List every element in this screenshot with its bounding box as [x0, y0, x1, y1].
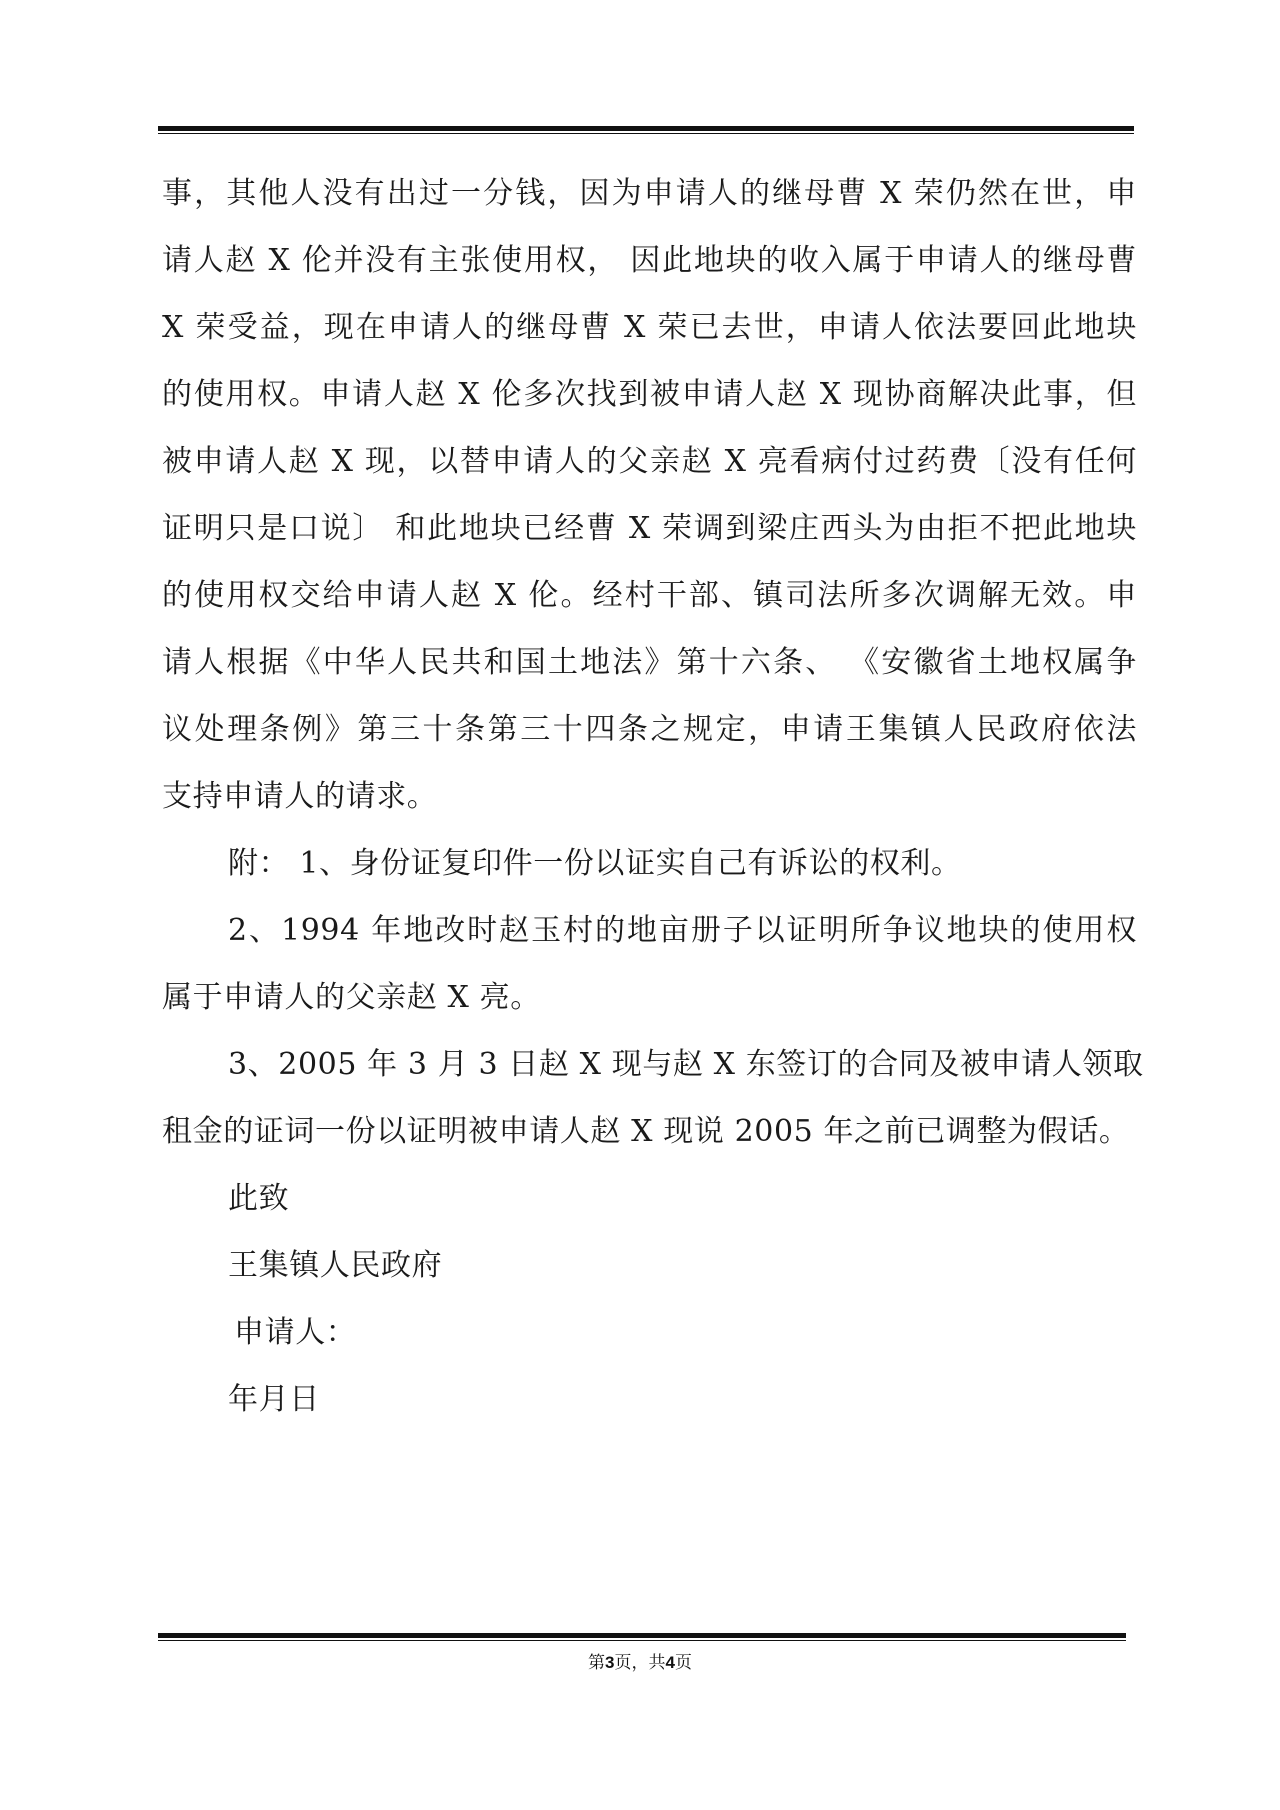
- body-line-1: 事，其他人没有出过一分钱，因为申请人的继母曹 X 荣仍然在世，申: [162, 176, 1137, 211]
- footer-suffix: 页: [674, 1653, 692, 1672]
- body-line-2: 请人赵 X 伦并没有主张使用权， 因此地块的收入属于申请人的继母曹: [162, 243, 1137, 278]
- body-line-4: 的使用权。申请人赵 X 伦多次找到被申请人赵 X 现协商解决此事，但: [162, 377, 1137, 412]
- page-footer: [0, 1648, 1280, 1673]
- document-body: [162, 160, 1144, 1433]
- attachment-3-line-2: 租金的证词一份以证明被申请人赵 X 现说 2005 年之前已调整为假话。: [162, 1114, 1130, 1149]
- applicant-label: 申请人：: [234, 1315, 357, 1350]
- current-page-number: 3: [605, 1653, 615, 1672]
- body-line-5: 被申请人赵 X 现，以替申请人的父亲赵 X 亮看病付过药费〔没有任何: [162, 444, 1137, 479]
- total-pages-number: 4: [665, 1653, 675, 1672]
- body-line-9: 议处理条例》第三十条第三十四条之规定，申请王集镇人民政府依法: [162, 712, 1137, 747]
- body-line-7: 的使用权交给申请人赵 X 伦。经村干部、镇司法所多次调解无效。申: [162, 578, 1137, 613]
- attachment-2: [162, 897, 1137, 1031]
- attachment-3-line-1: 3、2005 年 3 月 3 日赵 X 现与赵 X 东签订的合同及被申请人领取: [228, 1047, 1144, 1082]
- body-line-8: 请人根据《中华人民共和国土地法》第十六条、 《安徽省土地权属争: [162, 645, 1137, 680]
- body-line-3: X 荣受益，现在申请人的继母曹 X 荣已去世，申请人依法要回此地块: [162, 310, 1137, 345]
- recipient: 王集镇人民政府: [228, 1248, 443, 1283]
- date-label: 年月日: [228, 1382, 320, 1417]
- footer-prefix: 第: [588, 1653, 606, 1672]
- footer-middle: 页，共: [614, 1653, 666, 1672]
- attachment-2-line-2: 属于申请人的父亲赵 X 亮。: [162, 980, 541, 1015]
- body-line-10: 支持申请人的请求。: [162, 779, 438, 814]
- salutation: 此致: [228, 1181, 290, 1216]
- attachment-3: [162, 1031, 1144, 1165]
- header-rule: [158, 126, 1134, 134]
- footer-rule: [158, 1633, 1126, 1641]
- main-paragraph: [162, 160, 1137, 830]
- attachment-1-line: 附： 1、身份证复印件一份以证实自己有诉讼的权利。: [228, 846, 962, 881]
- body-line-6: 证明只是口说〕 和此地块已经曹 X 荣调到梁庄西头为由拒不把此地块: [162, 511, 1137, 546]
- attachment-2-line-1: 2、1994 年地改时赵玉村的地亩册子以证明所争议地块的使用权: [228, 913, 1137, 948]
- attachment-1: [162, 830, 1137, 897]
